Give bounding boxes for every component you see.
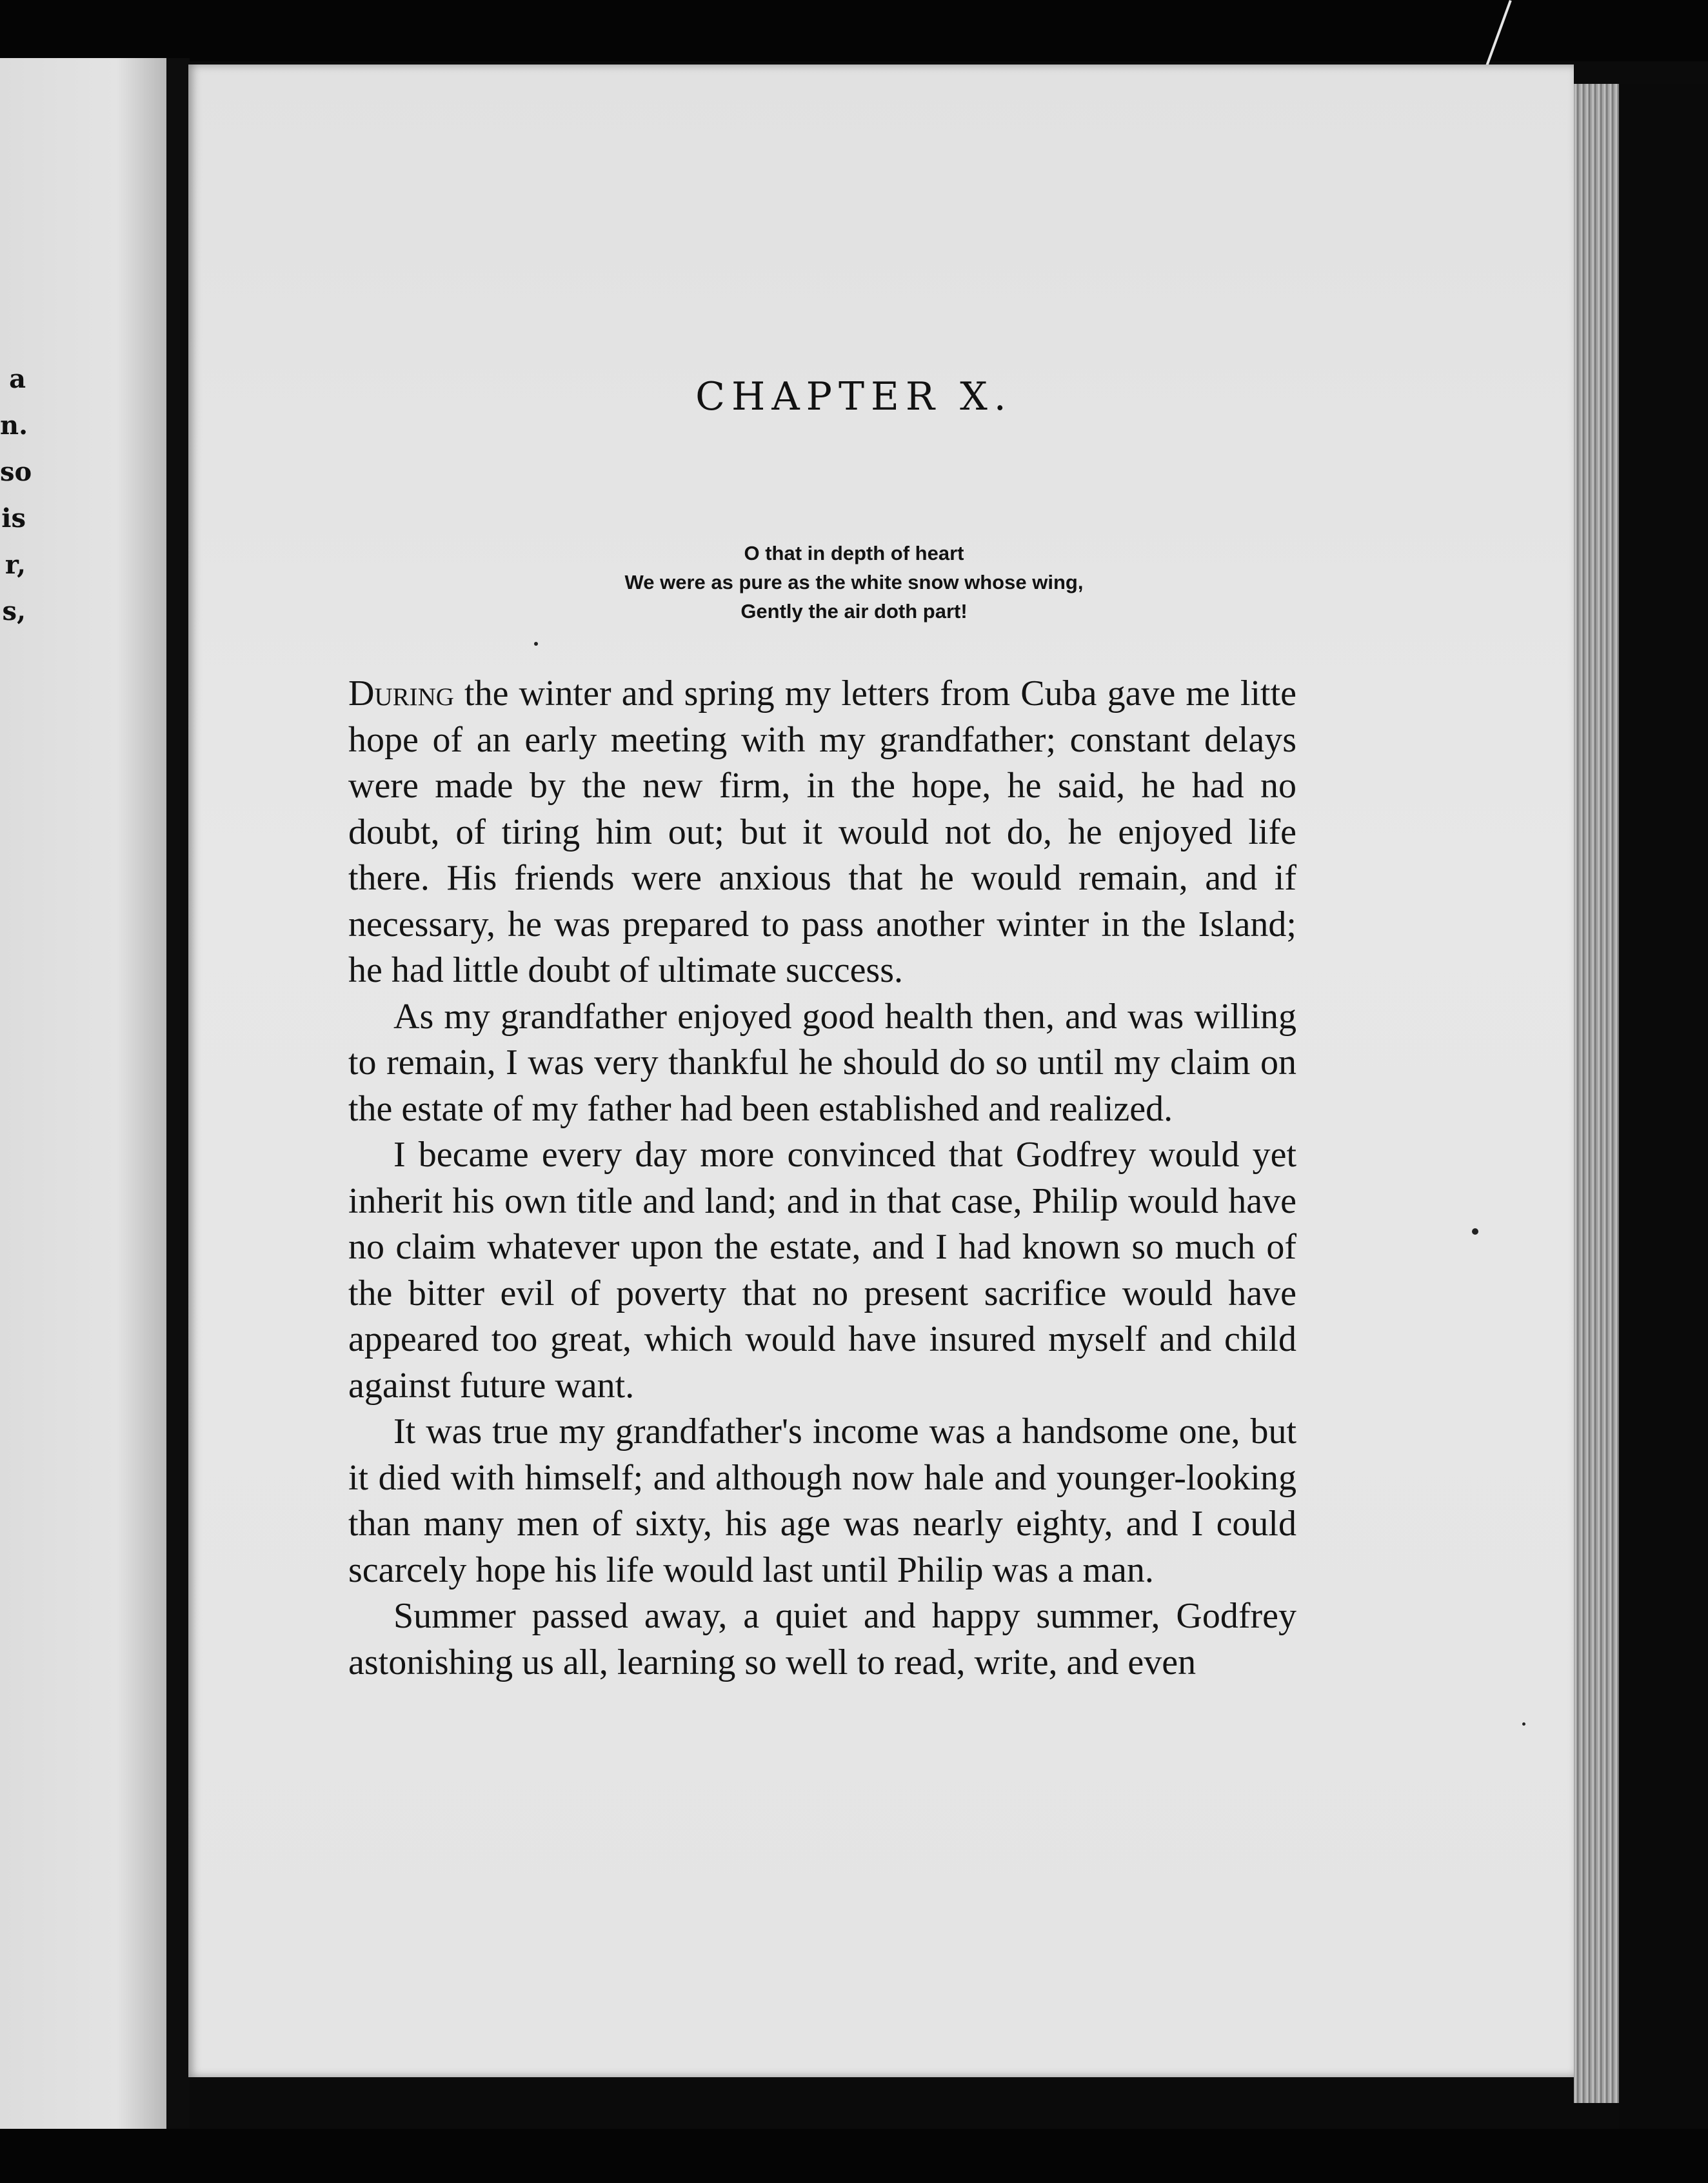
book-gutter: [166, 58, 190, 2129]
paragraph: I became every day more convinced that Godfrey would yet inherit his own title and land; and in that case, Philip would have no claim whatever upon the estate, and I had known so much of the bitter evil of poverty that no present sacrifice would have appeared too great, which would have insured myself and child against future want.: [348, 1135, 1296, 1406]
scan-frame-top: [0, 0, 1708, 61]
paragraph-text: the winter and spring my letters from Cuba gave me litte hope of an early meeting with my grandfather; constant delays were made by the new firm, in the hope, he said, he had no doubt, of tiring him out; but it would not do, he enjoyed life there. His friends were anxious that he would remain, and if necessary, he was prepared to pass another winter in the Island; he had little doubt of ultimate success.: [348, 673, 1296, 990]
epigraph-line: Gently the air doth part!: [740, 600, 968, 623]
epigraph-line: We were as pure as the white snow whose wing,: [624, 571, 1084, 593]
chapter-body: [348, 671, 1296, 1686]
left-fragment: so: [0, 457, 32, 487]
dust-speck: [1522, 1722, 1525, 1726]
chapter-heading: CHAPTER X.: [695, 374, 1013, 419]
paragraph: As my grandfather enjoyed good health then, and was willing to remain, I was very thankful he should do so until my claim on the estate of my father had been established and realized.: [348, 996, 1296, 1129]
scan-frame-bottom: [0, 2129, 1708, 2183]
paragraph: [348, 671, 1296, 994]
dust-speck: [1472, 1228, 1478, 1235]
left-fragment: a: [9, 364, 26, 394]
epigraph-line: O that in depth of heart: [744, 542, 964, 564]
dust-speck: [534, 642, 538, 646]
drop-word: During: [348, 673, 454, 713]
left-fragment: s,: [2, 596, 26, 626]
left-fragment: r,: [5, 550, 26, 580]
paragraph: Summer passed away, a quiet and happy summer, Godfrey astonishing us all, learning so well to read, write, and even: [348, 1596, 1296, 1682]
left-fragment: is: [1, 503, 26, 533]
left-fragment: n.: [0, 410, 28, 441]
epigraph: [0, 539, 1708, 626]
left-page: [0, 58, 166, 2129]
paragraph: It was true my grandfather's income was a handsome one, but it died with himself; and although now hale and younger-looking than many men of sixty, his age was nearly eighty, and I could scarcely hope his life would last until Philip was a man.: [348, 1411, 1296, 1590]
